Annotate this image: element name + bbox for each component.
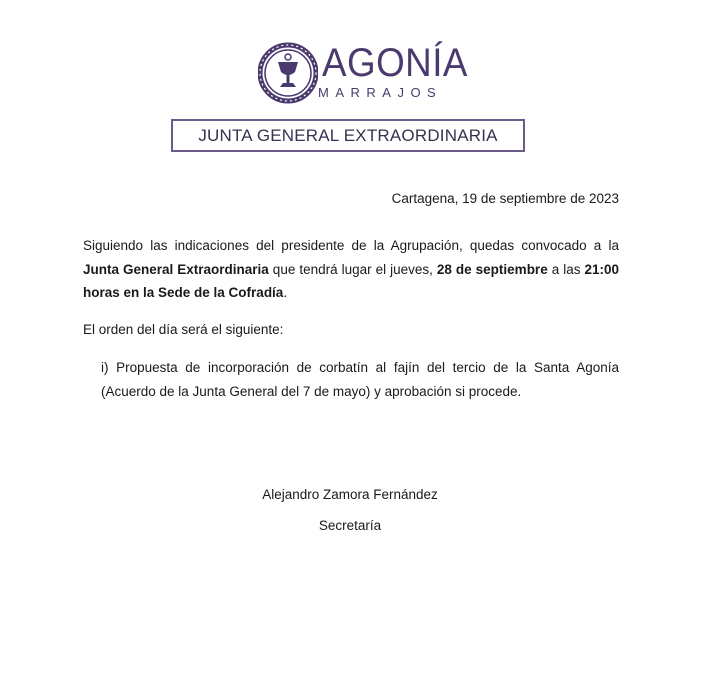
signatory-name: Alejandro Zamora Fernández — [262, 487, 438, 502]
emblem-icon — [258, 40, 318, 106]
convocation-paragraph — [83, 234, 619, 305]
body-bold-text: 28 de septiembre — [436, 261, 548, 277]
letter-date: Cartagena, 19 de septiembre de 2023 — [391, 191, 619, 206]
body-bold-text: 21:00 horas en la Sede de la Cofradía — [83, 261, 619, 300]
signatory-role: Secretaría — [318, 518, 382, 533]
document-title: JUNTA GENERAL EXTRAORDINARIA — [171, 119, 525, 152]
brand-subtitle: MARRAJOS — [318, 85, 443, 100]
body-text: a las — [547, 261, 585, 277]
body-text: Siguiendo las indicaciones del presidente de la Agrupación, quedas convocado a la — [83, 238, 619, 253]
agenda-intro: El orden del día será el siguiente: — [83, 322, 284, 337]
body-text: . — [283, 285, 288, 300]
brand-logo — [258, 40, 468, 106]
agenda-item: i) Propuesta de incorporación de corbatín al fajín del tercio de la Santa Agonía (Acuerdo de la Junta General del 7 de mayo) y aprobación si procede. — [101, 360, 619, 399]
body-bold-text: Junta General Extraordinaria — [83, 261, 269, 277]
body-text: que tendrá lugar el jueves, — [268, 261, 437, 277]
brand-name: AGONÍA — [322, 41, 468, 85]
